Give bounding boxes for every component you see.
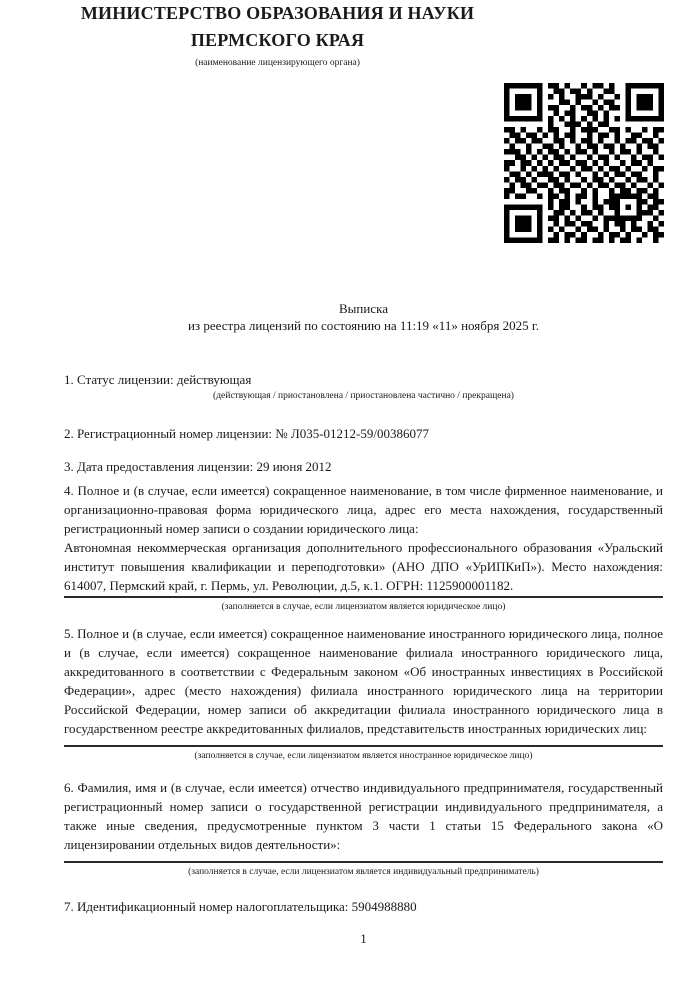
registration-number-text: 2. Регистрационный номер лицензии: № Л035-01212-59/00386077 <box>64 426 430 441</box>
page-number: 1 <box>360 931 367 946</box>
item-taxpayer-id <box>64 897 663 916</box>
title-line2: из реестра лицензий по состоянию на 11:19 «11» ноября 2025 г. <box>188 318 539 333</box>
issuing-authority-header <box>0 0 555 70</box>
grant-date-text: 3. Дата предоставления лицензии: 29 июня 2012 <box>64 459 332 474</box>
taxpayer-id-text: 7. Идентификационный номер налогоплательщика: 5904988880 <box>64 899 417 914</box>
foreign-entity-caption: (заполняется в случае, если лицензиатом является иностранное юридическое лицо) <box>194 751 533 761</box>
foreign-entity-field-label: 5. Полное и (в случае, если имеется) сокращенное наименование иностранного юридического лица, полное и (в случае, если имеется) сокращенное наименование филиала иностранного юридического лица, аккредитованного в соответствии с Федеральным законом «Об иностранных инвестициях в Российской Федерации», адрес (место нахождения) филиала иностранного юридического лица на территории Российской Федерации, номер записи об аккредитации филиала иностранного юридического лица в государственном реестре аккредитованных филиалов, представительств иностранных юридических лиц: <box>64 626 663 736</box>
legal-entity-underline <box>64 596 663 598</box>
authority-field-caption: (наименование лицензирующего органа) <box>195 58 360 68</box>
ministry-name-line2: ПЕРМСКОГО КРАЯ <box>190 30 365 50</box>
foreign-entity-underline <box>64 745 663 747</box>
document-title <box>64 300 663 334</box>
license-status-text: 1. Статус лицензии: действующая <box>64 372 252 387</box>
item-legal-entity <box>64 481 663 614</box>
entrepreneur-underline <box>64 861 663 863</box>
title-line1: Выписка <box>339 301 388 316</box>
item-entrepreneur <box>64 778 663 879</box>
legal-entity-caption: (заполняется в случае, если лицензиатом является юридическое лицо) <box>221 602 506 612</box>
entrepreneur-caption: (заполняется в случае, если лицензиатом является индивидуальный предприниматель) <box>188 867 539 877</box>
item-grant-date <box>64 457 663 476</box>
item-foreign-entity <box>64 624 663 763</box>
item-license-status <box>64 370 663 403</box>
qr-code <box>504 83 664 243</box>
legal-entity-field-label: 4. Полное и (в случае, если имеется) сокращенное наименование, в том числе фирменное наименование, и организационно-правовая форма юридического лица, адрес его места нахождения, государственный регистрационный номер записи о создании юридического лица: <box>64 483 663 536</box>
ministry-name-line1: МИНИСТЕРСТВО ОБРАЗОВАНИЯ И НАУКИ <box>80 3 475 23</box>
entrepreneur-field-label: 6. Фамилия, имя и (в случае, если имеется) отчество индивидуального предпринимателя, государственный регистрационный номер записи о государственной регистрации индивидуального предпринимателя, а также иные сведения, предусмотренные пунктом 3 части 1 статьи 15 Федерального закона «О лицензировании отдельных видов деятельности»: <box>64 780 663 852</box>
legal-entity-value: Автономная некоммерческая организация дополнительного профессионального образования «Уральский институт повышения квалификации и переподготовки» (АНО ДПО «УрИПКиП»). Место нахождения: 614007, Пермский край, г. Пермь, ул. Революции, д.5, к.1. ОГРН: 1125900001182. <box>64 540 663 593</box>
qr-code-image <box>504 83 664 243</box>
license-status-options-caption: (действующая / приостановлена / приостановлена частично / прекращена) <box>213 391 514 401</box>
item-registration-number <box>64 424 663 443</box>
